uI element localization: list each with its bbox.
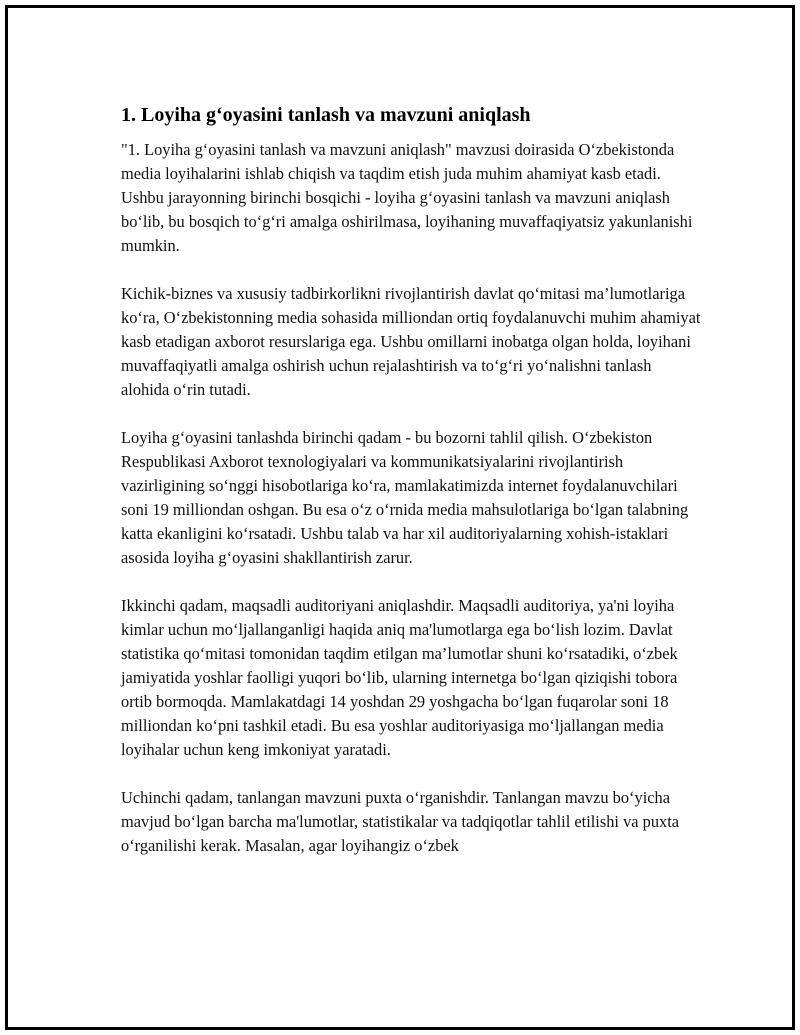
paragraph-2: Kichik-biznes va xususiy tadbirkorlikni rivojlantirish davlat qo‘mitasi ma’lumotlariga ko‘ra, O‘zbekistonning media sohasida milliondan ortiq foydalanuvchi muhim ahamiyat kasb etadigan axborot resurslariga ega. Ushbu omillarni inobatga olgan holda, loyihani muvaffaqiyatli amalga oshirish uchun rejalashtirish va to‘g‘ri yo‘nalishni tanlash alohida o‘rin tutadi. bbox=[121, 284, 701, 399]
paragraph-1: "1. Loyiha g‘oyasini tanlash va mavzuni aniqlash" mavzusi doirasida O‘zbekistonda media loyihalarini ishlab chiqish va taqdim etish juda muhim ahamiyat kasb etadi. Ushbu jarayonning birinchi bosqichi - loyiha g‘oyasini tanlash va mavzuni aniqlash bo‘lib, bu bosqich to‘g‘ri amalga oshirilmasa, loyihaning muvaffaqiyatsiz yakunlanishi mumkin. bbox=[121, 140, 693, 255]
section-heading: 1. Loyiha g‘oyasini tanlash va mavzuni aniqlash bbox=[121, 104, 531, 126]
paragraph-3: Loyiha g‘oyasini tanlashda birinchi qadam - bu bozorni tahlil qilish. O‘zbekiston Respublikasi Axborot texnologiyalari va kommunikatsiyalarini rivojlantirish vazirligining so‘nggi hisobotlariga ko‘ra, mamlakatimizda internet foydalanuvchilari soni 19 milliondan oshgan. Bu esa o‘z o‘rnida media mahsulotlariga bo‘lgan talabning katta ekanligini ko‘rsatadi. Ushbu talab va har xil auditoriyalarning xohish-istaklari asosida loyiha g‘oyasini shakllantirish zarur. bbox=[121, 428, 689, 567]
paragraph-5: Uchinchi qadam, tanlangan mavzuni puxta o‘rganishdir. Tanlangan mavzu bo‘yicha mavjud bo‘lgan barcha ma'lumotlar, statistikalar va tadqiqotlar tahlil etilishi va puxta o‘rganilishi kerak. Masalan, agar loyihangiz o‘zbek bbox=[121, 788, 680, 855]
document-body bbox=[121, 103, 701, 882]
paragraph-4: Ikkinchi qadam, maqsadli auditoriyani aniqlashdir. Maqsadli auditoriya, ya'ni loyiha kimlar uchun mo‘ljallanganligi haqida aniq ma'lumotlarga ega bo‘lish lozim. Davlat statistika qo‘mitasi tomonidan taqdim etilgan ma’lumotlar shuni ko‘rsatadiki, o‘zbek jamiyatida yoshlar faolligi yuqori bo‘lib, ularning internetga bo‘lgan qiziqishi tobora ortib bormoqda. Mamlakatdagi 14 yoshdan 29 yoshgacha bo‘lgan fuqarolar soni 18 milliondan ko‘pni tashkil etadi. Bu esa yoshlar auditoriyasiga mo‘ljallangan media loyihalar uchun keng imkoniyat yaratadi. bbox=[121, 596, 678, 759]
page-frame bbox=[5, 5, 795, 1030]
